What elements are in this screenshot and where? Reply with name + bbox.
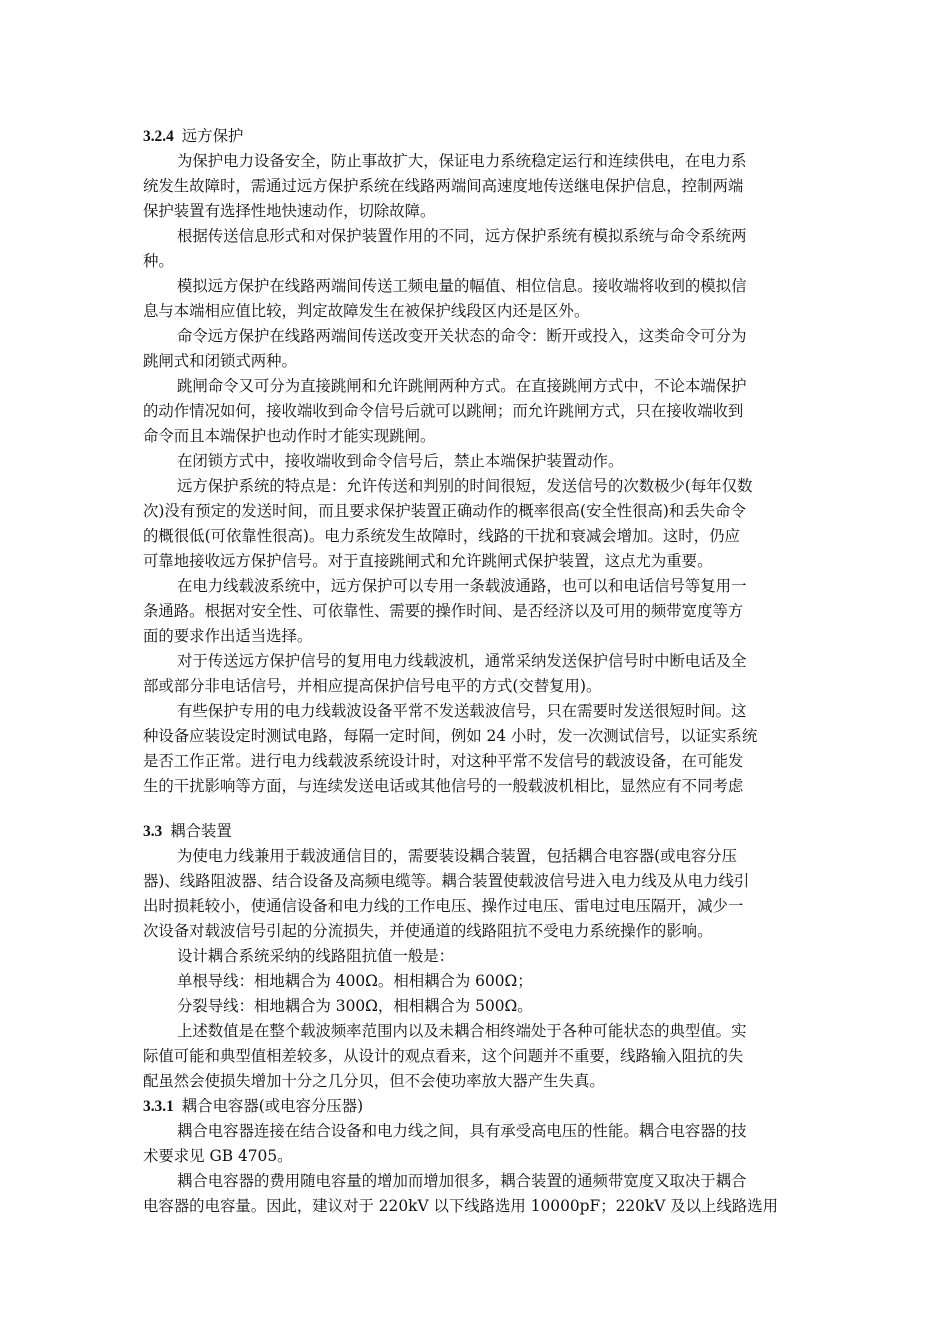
paragraph [143, 374, 809, 449]
paragraph-line: 为使电力线兼用于载波通信目的，需要装设耦合装置，包括耦合电容器(或电容分压 [177, 847, 738, 865]
paragraph-line: 根据传送信息形式和对保护装置作用的不同，远方保护系统有模拟系统与命令系统两 [177, 227, 747, 245]
paragraph [143, 449, 809, 474]
paragraph [143, 844, 809, 944]
section-number: 3.3 [143, 823, 163, 840]
paragraph-line: 统发生故障时，需通过远方保护系统在线路两端间高速度地传送继电保护信息，控制两端 [143, 177, 744, 195]
paragraph-line: 际值可能和典型值相差较多，从设计的观点看来，这个问题并不重要，线路输入阻抗的失 [143, 1047, 744, 1065]
paragraph-line: 跳闸式和闭锁式两种。 [143, 352, 297, 370]
paragraph-line: 跳闸命令又可分为直接跳闸和允许跳闸两种方式。在直接跳闸方式中，不论本端保护 [177, 377, 747, 395]
paragraph [143, 944, 809, 969]
paragraph-line: 命令而且本端保护也动作时才能实现跳闸。 [143, 427, 436, 445]
paragraph-line: 出时损耗较小，使通信设备和电力线的工作电压、操作过电压、雷电过电压隔开，减少一 [143, 897, 744, 915]
paragraph [143, 1119, 809, 1169]
paragraph-line: 远方保护系统的特点是：允许传送和判别的时间很短，发送信号的次数极少(每年仅数 [177, 477, 753, 495]
paragraph [143, 969, 809, 994]
section-heading-3-2-4 [143, 124, 809, 149]
paragraph [143, 994, 809, 1019]
paragraph-line: 命令远方保护在线路两端间传送改变开关状态的命令：断开或投入，这类命令可分为 [177, 327, 747, 345]
paragraph-line: 电容器的电容量。因此，建议对于 220kV 以下线路选用 10000pF；220kV 及以上线路选用 [143, 1197, 779, 1215]
section-gap [143, 799, 809, 819]
paragraph [143, 699, 809, 799]
paragraph-line: 次设备对载波信号引起的分流损失，并使通道的线路阻抗不受电力系统操作的影响。 [143, 922, 713, 940]
paragraph [143, 574, 809, 649]
paragraph-line: 息与本端相应值比较，判定故障发生在被保护线段区内还是区外。 [143, 302, 590, 320]
section-heading-3-3 [143, 819, 809, 844]
paragraph-line: 次)没有预定的发送时间，而且要求保护装置正确动作的概率很高(安全性很高)和丢失命令 [143, 502, 746, 520]
document-body [143, 124, 809, 1219]
paragraph-line: 面的要求作出适当选择。 [143, 627, 313, 645]
paragraph-line: 是否工作正常。进行电力线载波系统设计时，对这种平常不发信号的载波设备，在可能发 [143, 752, 744, 770]
section-3-2-4-body [143, 149, 809, 799]
paragraph-line: 分裂导线：相地耦合为 300Ω，相相耦合为 500Ω。 [177, 997, 533, 1015]
paragraph-line: 条通路。根据对安全性、可依靠性、需要的操作时间、是否经济以及可用的频带宽度等方 [143, 602, 744, 620]
paragraph [143, 149, 809, 224]
paragraph-line: 可靠地接收远方保护信号。对于直接跳闸式和允许跳闸式保护装置，这点尤为重要。 [143, 552, 713, 570]
paragraph [143, 1169, 809, 1219]
paragraph [143, 474, 809, 574]
paragraph-line: 种。 [143, 252, 174, 270]
section-number: 3.2.4 [143, 128, 174, 145]
paragraph-line: 有些保护专用的电力线载波设备平常不发送载波信号，只在需要时发送很短时间。这 [177, 702, 747, 720]
paragraph-line: 单根导线：相地耦合为 400Ω。相相耦合为 600Ω； [177, 972, 533, 990]
paragraph-line: 耦合电容器的费用随电容量的增加而增加很多，耦合装置的通频带宽度又取决于耦合 [177, 1172, 747, 1190]
paragraph [143, 1019, 809, 1094]
paragraph-line: 部或部分非电话信号，并相应提高保护信号电平的方式(交替复用)。 [143, 677, 602, 695]
paragraph-line: 上述数值是在整个载波频率范围内以及未耦合相终端处于各种可能状态的典型值。实 [177, 1022, 747, 1040]
section-3-3-body [143, 844, 809, 1094]
section-title: 耦合电容器(或电容分压器) [181, 1097, 364, 1115]
paragraph-line: 耦合电容器连接在结合设备和电力线之间，具有承受高电压的性能。耦合电容器的技 [177, 1122, 747, 1140]
paragraph-line: 设计耦合系统采纳的线路阻抗值一般是： [177, 947, 455, 965]
section-title: 耦合装置 [170, 822, 232, 840]
paragraph-line: 在电力线载波系统中，远方保护可以专用一条载波通路，也可以和电话信号等复用一 [177, 577, 747, 595]
section-number: 3.3.1 [143, 1098, 174, 1115]
paragraph-line: 对于传送远方保护信号的复用电力线载波机，通常采纳发送保护信号时中断电话及全 [177, 652, 747, 670]
paragraph [143, 224, 809, 274]
paragraph [143, 649, 809, 699]
paragraph-line: 的概很低(可依靠性很高)。电力系统发生故障时，线路的干扰和衰减会增加。这时，仍应 [143, 527, 740, 545]
paragraph-line: 的动作情况如何，接收端收到命令信号后就可以跳闸；而允许跳闸方式，只在接收端收到 [143, 402, 744, 420]
paragraph [143, 324, 809, 374]
paragraph-line: 器)、线路阻波器、结合设备及高频电缆等。耦合装置使载波信号进入电力线及从电力线引 [143, 872, 750, 890]
paragraph-line: 术要求见 GB 4705。 [143, 1147, 293, 1165]
section-heading-3-3-1 [143, 1094, 809, 1119]
paragraph-line: 为保护电力设备安全，防止事故扩大，保证电力系统稳定运行和连续供电，在电力系 [177, 152, 747, 170]
section-3-3-1-body [143, 1119, 809, 1219]
paragraph [143, 274, 809, 324]
paragraph-line: 种设备应装设定时测试电路，每隔一定时间，例如 24 小时，发一次测试信号，以证实系统 [143, 727, 758, 745]
paragraph-line: 生的干扰影响等方面，与连续发送电话或其他信号的一般载波机相比，显然应有不同考虑 [143, 777, 744, 795]
paragraph-line: 模拟远方保护在线路两端间传送工频电量的幅值、相位信息。接收端将收到的模拟信 [177, 277, 747, 295]
paragraph-line: 保护装置有选择性地快速动作，切除故障。 [143, 202, 436, 220]
section-title: 远方保护 [181, 127, 244, 145]
paragraph-line: 配虽然会使损失增加十分之几分贝，但不会使功率放大器产生失真。 [143, 1072, 605, 1090]
paragraph-line: 在闭锁方式中，接收端收到命令信号后，禁止本端保护装置动作。 [177, 452, 624, 470]
